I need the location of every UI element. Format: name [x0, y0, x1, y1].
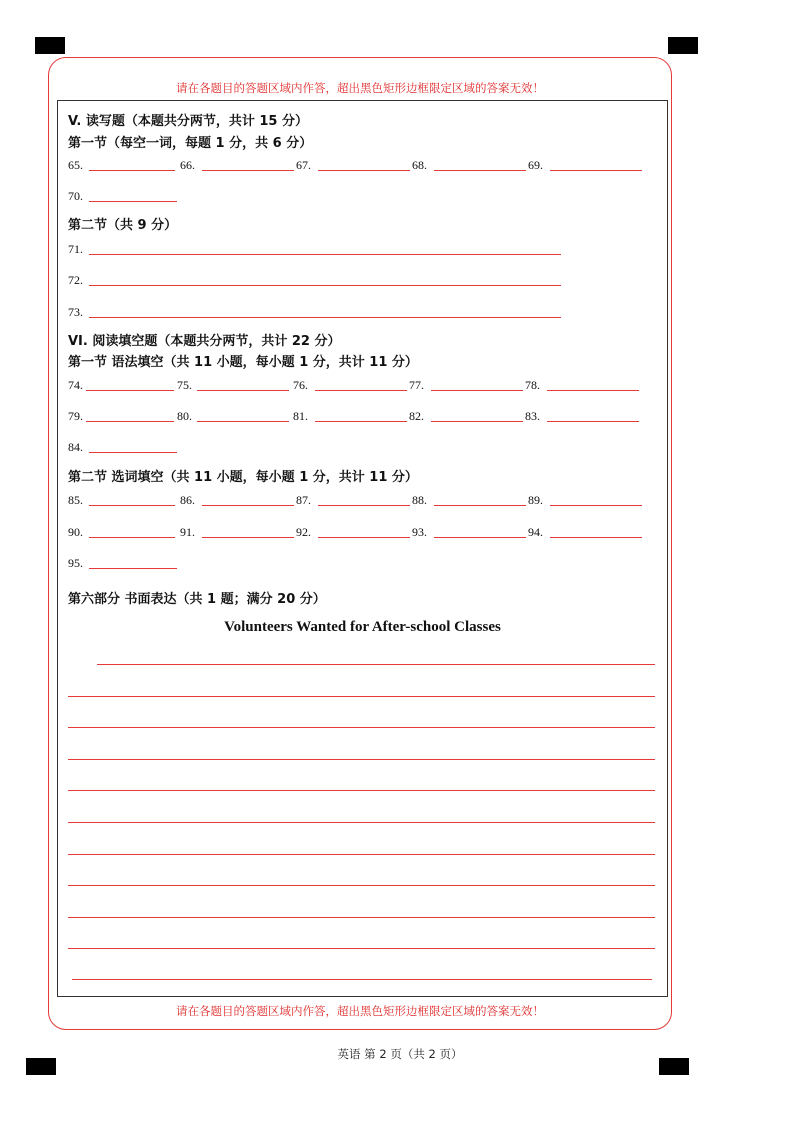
blank-82[interactable]	[409, 409, 424, 424]
blank-81[interactable]	[293, 409, 308, 424]
question-number: 92.	[296, 525, 311, 539]
question-number: 95.	[68, 556, 83, 570]
writing-line[interactable]	[68, 822, 655, 823]
blank-71[interactable]	[68, 242, 83, 257]
blank-85[interactable]	[68, 493, 83, 508]
question-number: 77.	[409, 378, 424, 392]
blank-67[interactable]	[296, 158, 311, 173]
section-6-part-1-title: 第一节 语法填空（共 11 小题，每小题 1 分，共计 11 分）	[68, 355, 418, 370]
writing-section-title: 第六部分 书面表达（共 1 题；满分 20 分）	[68, 592, 326, 607]
question-number: 79.	[68, 409, 83, 423]
question-number: 85.	[68, 493, 83, 507]
blank-76[interactable]	[293, 378, 308, 393]
question-number: 84.	[68, 440, 83, 454]
notice-bottom: 请在各题目的答题区域内作答，超出黑色矩形边框限定区域的答案无效！	[176, 1004, 544, 1018]
blank-74[interactable]	[68, 378, 83, 393]
writing-line[interactable]	[68, 696, 655, 697]
question-number: 88.	[412, 493, 427, 507]
answer-box	[57, 100, 668, 997]
question-number: 93.	[412, 525, 427, 539]
blank-79[interactable]	[68, 409, 83, 424]
question-number: 66.	[180, 158, 195, 172]
section-5-part-2-title: 第二节（共 9 分）	[68, 218, 178, 233]
blank-77[interactable]	[409, 378, 424, 393]
section-5-part-1-title: 第一节（每空一词，每题 1 分，共 6 分）	[68, 136, 313, 151]
writing-line[interactable]	[68, 727, 655, 728]
question-number: 87.	[296, 493, 311, 507]
question-number: 83.	[525, 409, 540, 423]
blank-95[interactable]	[68, 556, 83, 571]
writing-line[interactable]	[97, 664, 655, 665]
blank-88[interactable]	[412, 493, 427, 508]
writing-line[interactable]	[68, 885, 655, 886]
page-footer: 英语 第 2 页（共 2 页）	[337, 1047, 463, 1061]
writing-line[interactable]	[68, 948, 655, 949]
registration-mark-top-right	[668, 37, 698, 54]
blank-94[interactable]	[528, 525, 543, 540]
question-number: 70.	[68, 189, 83, 203]
writing-line[interactable]	[68, 790, 655, 791]
blank-90[interactable]	[68, 525, 83, 540]
writing-line[interactable]	[72, 979, 652, 980]
blank-80[interactable]	[177, 409, 192, 424]
blank-75[interactable]	[177, 378, 192, 393]
section-5-title: V. 读写题（本题共分两节，共计 15 分）	[68, 114, 308, 129]
blank-89[interactable]	[528, 493, 543, 508]
question-number: 78.	[525, 378, 540, 392]
question-number: 89.	[528, 493, 543, 507]
question-number: 94.	[528, 525, 543, 539]
question-number: 86.	[180, 493, 195, 507]
blank-65[interactable]	[68, 158, 83, 173]
question-number: 73.	[68, 305, 83, 319]
question-number: 90.	[68, 525, 83, 539]
question-number: 80.	[177, 409, 192, 423]
question-number: 68.	[412, 158, 427, 172]
writing-line[interactable]	[68, 854, 655, 855]
blank-72[interactable]	[68, 273, 83, 288]
blank-83[interactable]	[525, 409, 540, 424]
question-number: 74.	[68, 378, 83, 392]
blank-78[interactable]	[525, 378, 540, 393]
writing-line[interactable]	[68, 917, 655, 918]
blank-69[interactable]	[528, 158, 543, 173]
blank-68[interactable]	[412, 158, 427, 173]
notice-top: 请在各题目的答题区域内作答，超出黑色矩形边框限定区域的答案无效！	[176, 81, 544, 95]
blank-86[interactable]	[180, 493, 195, 508]
section-6-title: VI. 阅读填空题（本题共分两节，共计 22 分）	[68, 334, 341, 349]
question-number: 69.	[528, 158, 543, 172]
blank-66[interactable]	[180, 158, 195, 173]
registration-mark-top-left	[35, 37, 65, 54]
question-number: 71.	[68, 242, 83, 256]
writing-line[interactable]	[68, 759, 655, 760]
question-number: 76.	[293, 378, 308, 392]
blank-91[interactable]	[180, 525, 195, 540]
question-number: 72.	[68, 273, 83, 287]
question-number: 65.	[68, 158, 83, 172]
blank-70[interactable]	[68, 189, 83, 204]
question-number: 82.	[409, 409, 424, 423]
essay-title: Volunteers Wanted for After-school Classes	[224, 619, 501, 635]
question-number: 67.	[296, 158, 311, 172]
blank-92[interactable]	[296, 525, 311, 540]
blank-73[interactable]	[68, 305, 83, 320]
question-number: 81.	[293, 409, 308, 423]
question-number: 91.	[180, 525, 195, 539]
blank-87[interactable]	[296, 493, 311, 508]
blank-93[interactable]	[412, 525, 427, 540]
blank-84[interactable]	[68, 440, 83, 455]
section-6-part-2-title: 第二节 选词填空（共 11 小题，每小题 1 分，共计 11 分）	[68, 470, 418, 485]
question-number: 75.	[177, 378, 192, 392]
